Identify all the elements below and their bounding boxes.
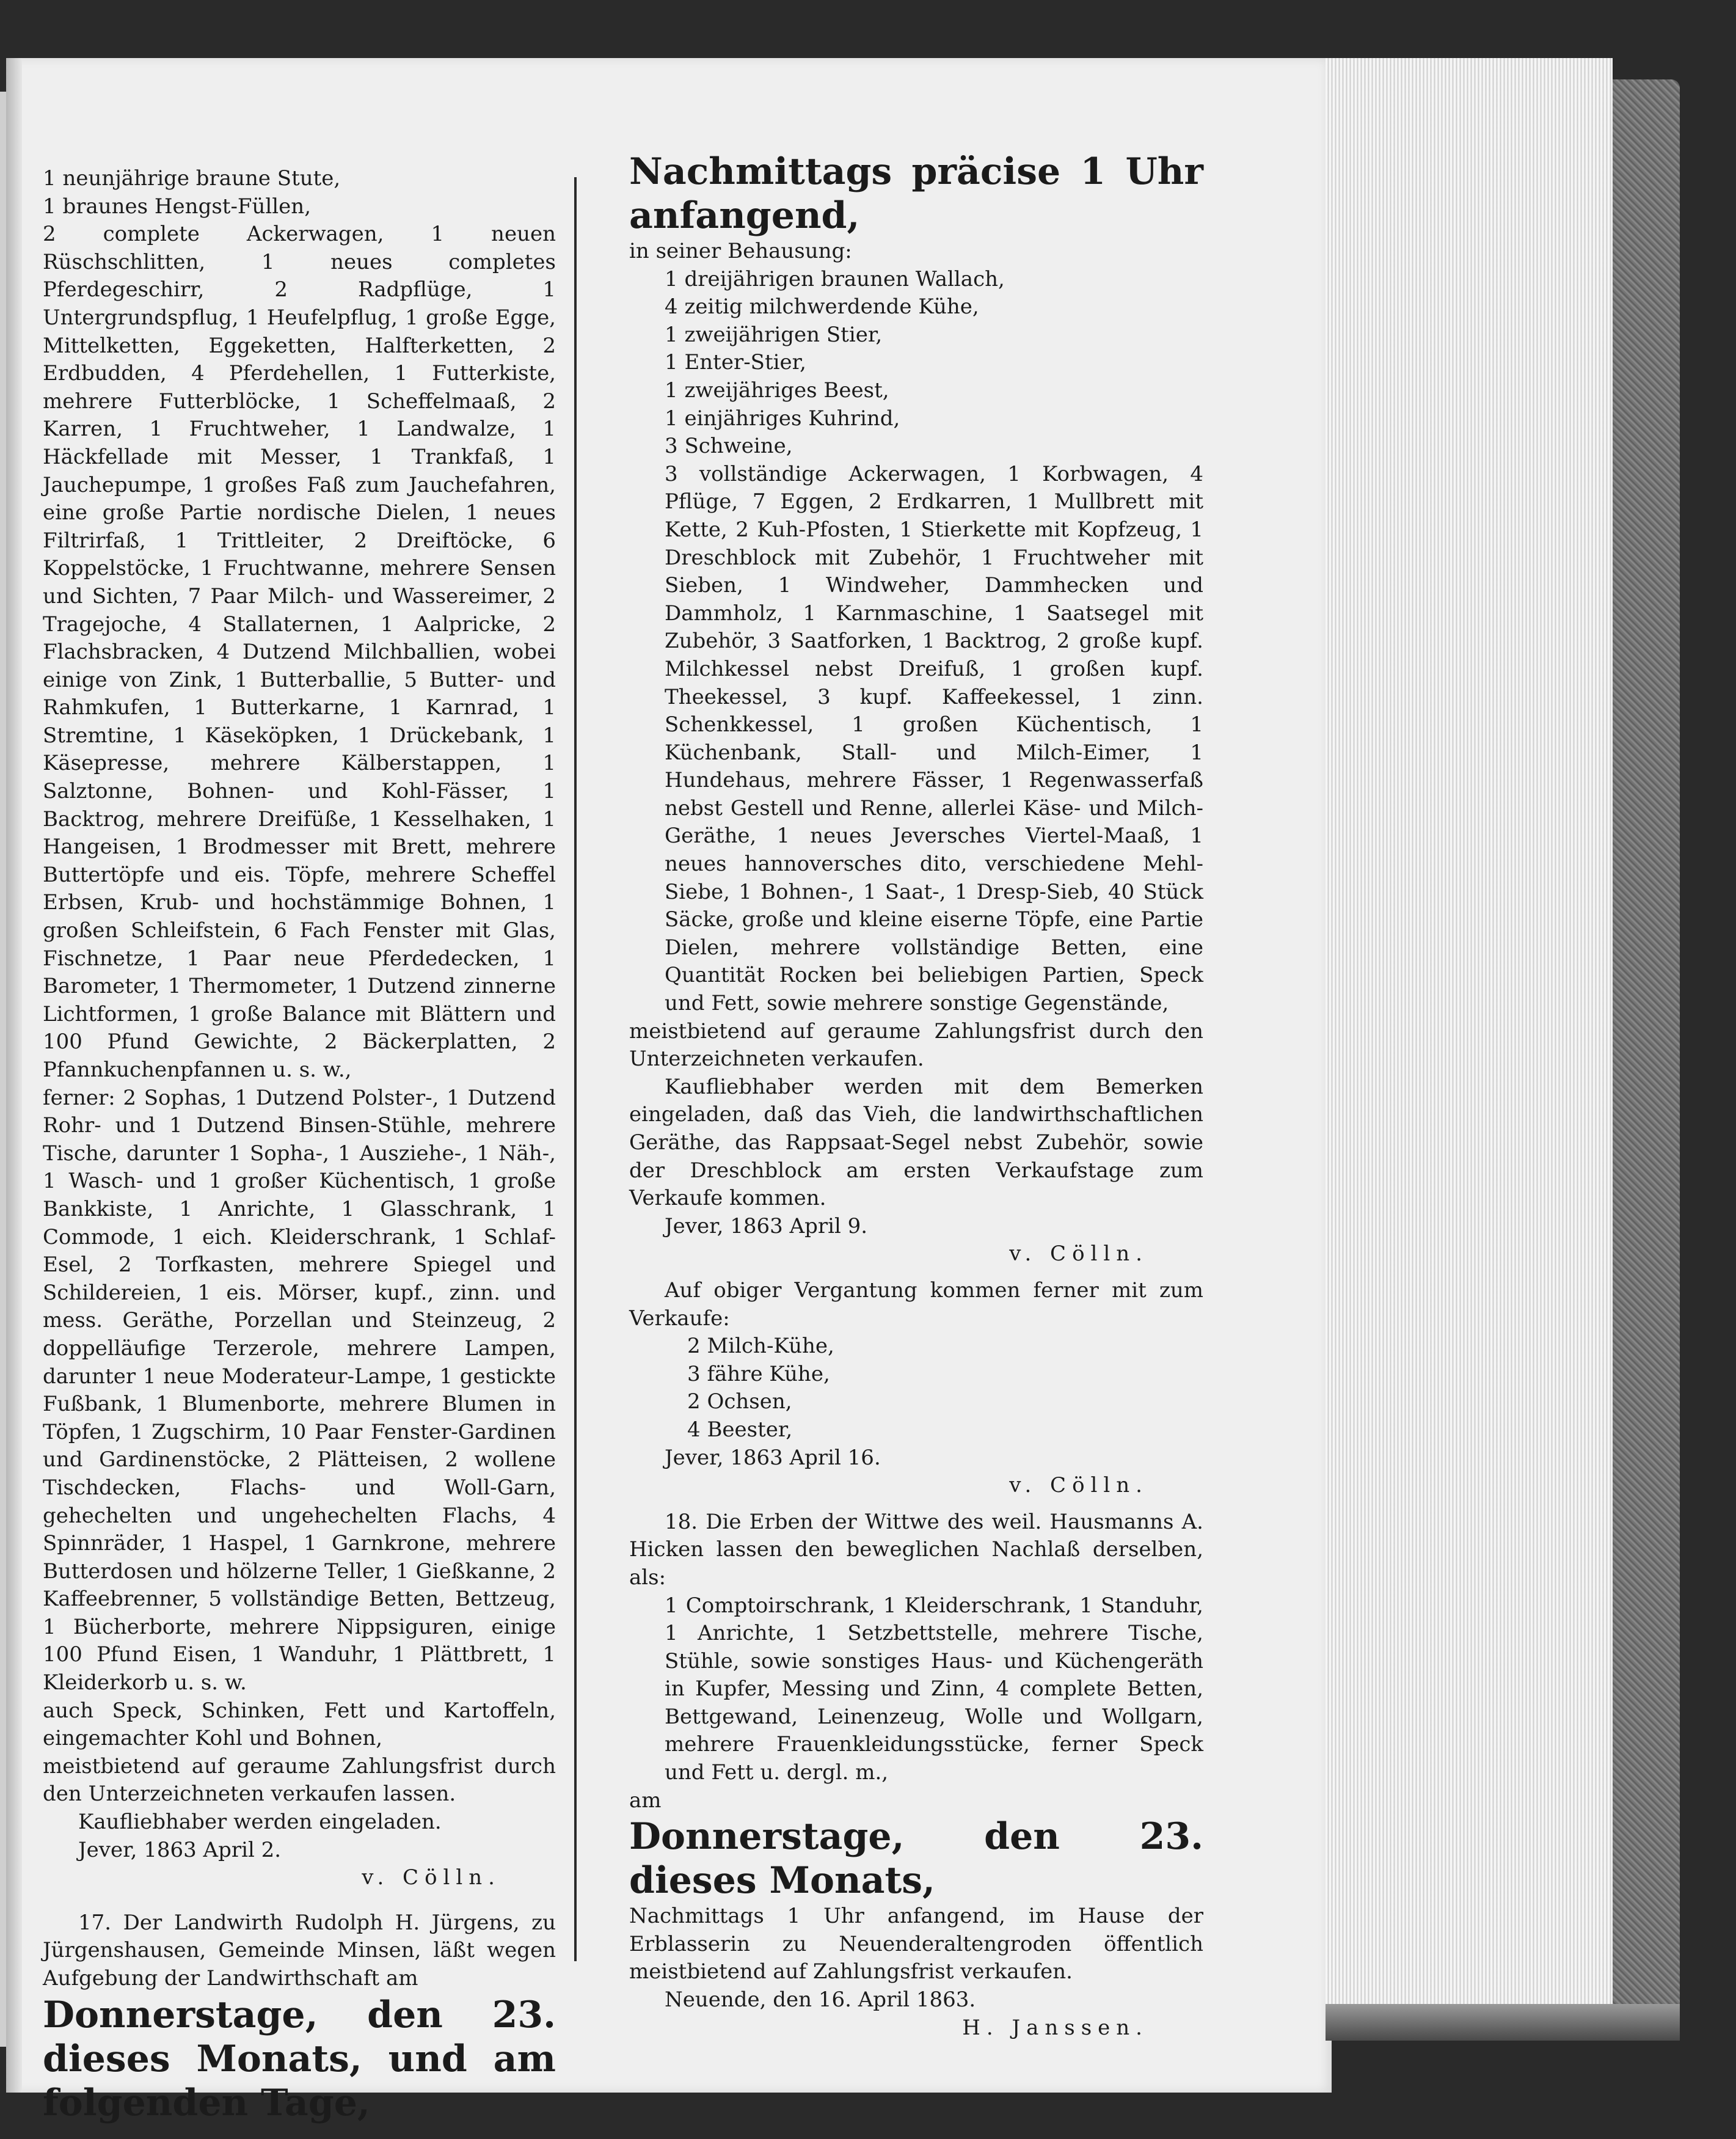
livestock-item: 1 zweijähriges Beest,: [665, 378, 889, 403]
place-date: Neuende, den 16. April 1863.: [665, 1987, 976, 2013]
addendum-item: 2 Milch-Kühe,: [687, 1334, 834, 1359]
notice-18-items: 1 Comptoirschrank, 1 Kleiderschrank, 1 Standuhr, 1 Anrichte, 1 Setzbettstelle, mehrere Tische, Stühle, sowie sonstiges Haus- und Küchengeräth in Kupfer, Messing und Zinn, 4 complete Betten, Bettgewand, Leinenzeug, Wolle und Wollgarn, mehrere Frauenkleidungsstücke, ferner Speck und Fett u. dergl. m.,: [665, 1593, 1203, 1785]
page-block-edges: [1326, 58, 1613, 2007]
addendum-item: 4 Beester,: [687, 1417, 793, 1442]
place-date: Jever, 1863 April 16.: [665, 1445, 881, 1470]
headline-date: Donnerstage, den 23. dieses Monats, und am folgenden Tage,: [43, 1993, 556, 2124]
notice-18: 18. Die Erben der Wittwe des weil. Hausmanns A. Hicken lassen den beweglichen Nachlaß derselben, als:: [629, 1509, 1203, 1590]
page-gutter: [6, 58, 22, 2093]
place-date: Jever, 1863 April 2.: [78, 1837, 282, 1862]
addendum-item: 3 fähre Kühe,: [687, 1361, 830, 1386]
sale-line: meistbietend auf geraume Zahlungsfrist durch den Unterzeichneten verkaufen lassen.: [43, 1753, 556, 1807]
signature: v. Cölln.: [362, 1865, 501, 1890]
column-divider: [574, 177, 577, 1961]
book-cover-edge: [1613, 79, 1680, 2022]
signature: v. Cölln.: [1009, 1241, 1148, 1267]
notice-17: 17. Der Landwirth Rudolph H. Jürgens, zu Jürgenshausen, Gemeinde Minsen, läßt wegen Aufgebung der Landwirthschaft am: [43, 1910, 556, 1991]
headline-continuation: Nachmittags präcise 1 Uhr anfangend,: [629, 150, 1203, 237]
livestock-item: 1 zweijährigen Stier,: [665, 322, 883, 347]
invite-line: Kaufliebhaber werden eingeladen.: [78, 1810, 442, 1835]
livestock-item: 1 Enter-Stier,: [665, 350, 806, 375]
inventory-paragraph: 2 complete Ackerwagen, 1 neuen Rüschschlitten, 1 neues completes Pferdegeschirr, 2 Radpflüge, 1 Untergrundspflug, 1 Heufelpflug, 1 große Egge, Mittelketten, Eggeketten, Halfterketten, 2 Erdbudden, 4 Pferdehellen, 1 Futterkiste, mehrere Futterblöcke, 1 Scheffelmaaß, 2 Karren, 1 Fruchtweher, 1 Landwalze, 1 Häckfellade mit Messer, 1 Trankfaß, 1 Jauchepumpe, 1 großes Faß zum Jauchefahren, eine große Partie nordische Dielen, 1 neues Filtrirfaß, 1 Trittleiter, 2 Dreiftöcke, 6 Koppelstöcke, 1 Fruchtwanne, mehrere Sensen und Sichten, 7 Paar Milch- und Wassereimer, 2 Tragejoche, 4 Stallaternen, 1 Aalpricke, 2 Flachsbracken, 4 Dutzend Milchballien, wobei einige von Zink, 1 Butterballie, 5 Butter- und Rahmkufen, 1 Butterkarne, 1 Karnrad, 1 Stremtine, 1 Käseköpken, 1 Drückebank, 1 Käsepresse, mehrere Kälberstappen, 1 Salztonne, Bohnen- und Kohl-Fässer, 1 Backtrog, mehrere Dreifüße, 1 Kesselhaken, 1 Hangeisen, 1 Brodmesser mit Brett, mehrere Buttertöpfe und eis. Töpfe, mehrere Scheffel Erbsen, Krub- und hochstämmige Bohnen, 1 großen Schleifstein, 6 Fach Fenster mit Glas, Fischnetze, 1 Paar neue Pferdedecken, 1 Barometer, 1 Thermometer, 1 Dutzend zinnerne Lichtformen, 1 große Balance mit Blättern und 100 Pfund Gewichte, 2 Bäckerplatten, 2 Pfannkuchenpfannen u. s. w.,: [43, 222, 556, 1082]
intro-line: 1 braunes Hengst-Füllen,: [43, 194, 311, 219]
livestock-item: 1 dreijährigen braunen Wallach,: [665, 266, 1005, 291]
place-date: Jever, 1863 April 9.: [665, 1213, 868, 1238]
right-column: [629, 150, 1203, 2042]
livestock-item: 1 einjähriges Kuhrind,: [665, 406, 900, 431]
book-bottom-edge: [1326, 2004, 1680, 2041]
signature: v. Cölln.: [1009, 1473, 1148, 1498]
remark-paragraph: Kaufliebhaber werden mit dem Bemerken eingeladen, daß das Vieh, die landwirthschaftlichen Geräthe, das Rappsaat-Segel nebst Zubehör, sowie der Dreschblock am ersten Verkaufstage zum Verkaufe kommen.: [629, 1074, 1203, 1211]
auch-paragraph: auch Speck, Schinken, Fett und Kartoffeln, eingemachter Kohl und Bohnen,: [43, 1698, 556, 1751]
equipment-paragraph: 3 vollständige Ackerwagen, 1 Korbwagen, 4 Pflüge, 7 Eggen, 2 Erdkarren, 1 Mullbrett mit Kette, 2 Kuh-Pfosten, 1 Stierkette mit Kopfzeug, 1 Dreschblock mit Zubehör, 1 Fruchtweher mit Sieben, 1 Windweher, Dammhecken und Dammholz, 1 Karnmaschine, 1 Saatsegel mit Zubehör, 3 Saatforken, 1 Backtrog, 2 große kupf. Milchkessel nebst Dreifuß, 1 großen kupf. Theekessel, 3 kupf. Kaffeekessel, 1 zinn. Schenkkessel, 1 großen Küchentisch, 1 Küchenbank, Stall- und Milch-Eimer, 1 Hundehaus, mehrere Fässer, 1 Regenwasserfaß nebst Gestell und Renne, allerlei Käse- und Milch-Geräthe, 1 neues Jeversches Viertel-Maaß, 1 neues hannoversches dito, verschiedene Mehl-Siebe, 1 Bohnen-, 1 Saat-, 1 Dresp-Sieb, 40 Stück Säcke, große und kleine eiserne Töpfe, eine Partie Dielen, mehrere vollständige Betten, eine Quantität Rocken bei beliebigen Partien, Speck und Fett, sowie mehrere sonstige Gegenstände,: [665, 461, 1203, 1016]
livestock-item: 3 Schweine,: [665, 434, 793, 459]
in-house-line: in seiner Behausung:: [629, 239, 852, 263]
addendum-item: 2 Ochsen,: [687, 1389, 792, 1414]
signature: H. Janssen.: [962, 2015, 1148, 2040]
am-line: am: [629, 1788, 662, 1813]
addendum-line: Auf obiger Vergantung kommen ferner mit zum Verkaufe:: [629, 1278, 1203, 1331]
ferner-paragraph: ferner: 2 Sophas, 1 Dutzend Polster-, 1 Dutzend Rohr- und 1 Dutzend Binsen-Stühle, mehrere Tische, darunter 1 Sopha-, 1 Ausziehe-, 1 Näh-, 1 Wasch- und 1 großer Küchentisch, 1 große Bankkiste, 1 Anrichte, 1 Glasschrank, 1 Commode, 1 eich. Kleiderschrank, 1 Schlaf-Esel, 2 Torfkasten, mehrere Spiegel und Schildereien, 1 eis. Mörser, kupf., zinn. und mess. Geräthe, Porzellan und Steinzeug, 2 doppelläufige Terzerole, mehrere Lampen, darunter 1 neue Moderateur-Lampe, 1 gestickte Fußbank, 1 Blumenborte, mehrere Blumen in Töpfen, 1 Zugschirm, 10 Paar Fenster-Gardinen und Gardinenstöcke, 2 Plätteisen, 2 wollene Tischdecken, Flachs- und Woll-Garn, gehechelten und ungehechelten Flachs, 4 Spinnräder, 1 Haspel, 1 Garnkrone, mehrere Butterdosen und hölzerne Teller, 1 Gießkanne, 2 Kaffeebrenner, 5 vollständige Betten, Bettzeug, 1 Bücherborte, mehrere Nippsiguren, einige 100 Pfund Eisen, 1 Wanduhr, 1 Plättbrett, 1 Kleiderkorb u. s. w.: [43, 1085, 556, 1695]
livestock-item: 4 zeitig milchwerdende Kühe,: [665, 294, 979, 320]
headline-date-2: Donnerstage, den 23. dieses Monats,: [629, 1815, 1203, 1903]
notice-18-sale: Nachmittags 1 Uhr anfangend, im Hause der Erblasserin zu Neuenderaltengroden öffentlich meistbietend auf Zahlungsfrist verkaufen.: [629, 1904, 1203, 1984]
intro-line: 1 neunjährige braune Stute,: [43, 166, 341, 191]
left-column: [43, 165, 556, 2125]
sale-line: meistbietend auf geraume Zahlungsfrist durch den Unterzeichneten verkaufen.: [629, 1018, 1203, 1072]
